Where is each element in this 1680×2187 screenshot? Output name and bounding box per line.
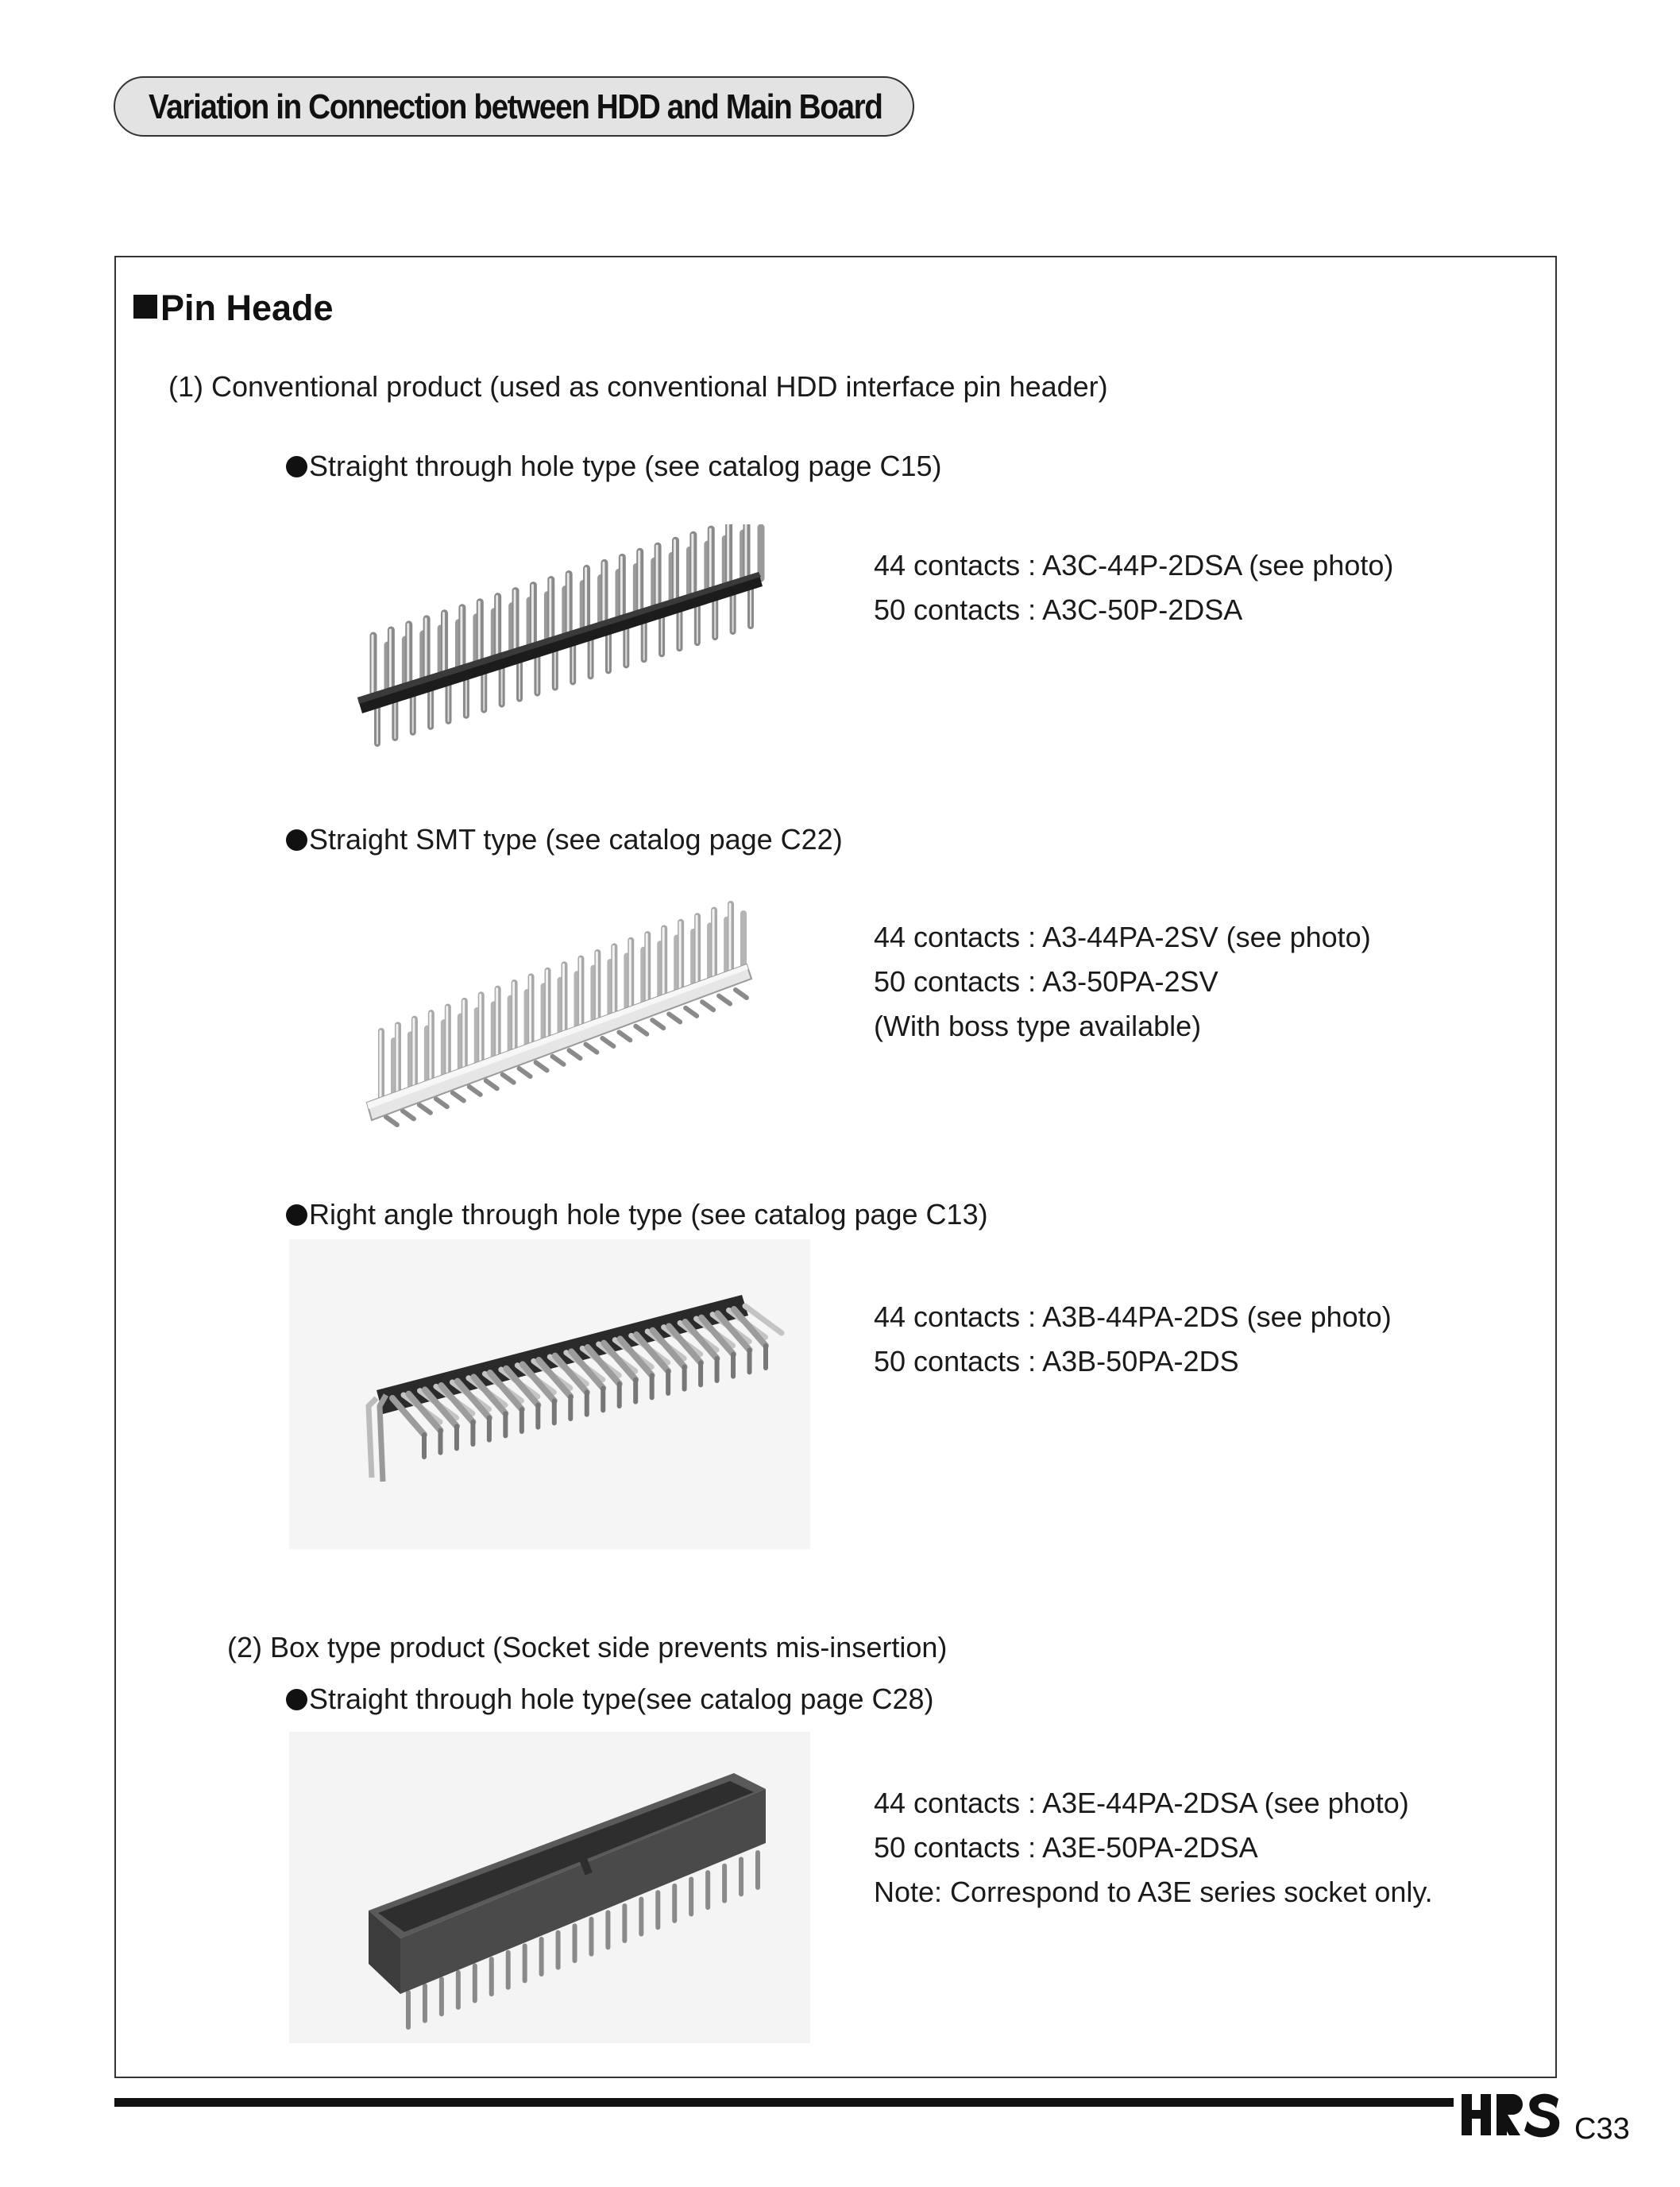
spec-line: 44 contacts : A3B-44PA-2DS (see photo)	[874, 1300, 1392, 1333]
hrs-logo	[1458, 2088, 1562, 2149]
product-specs	[874, 543, 1393, 632]
product-type-label: Straight SMT type (see catalog page C22)	[286, 823, 843, 856]
circle-bullet-icon	[286, 1204, 307, 1226]
spec-line: 44 contacts : A3C-44P-2DSA (see photo)	[874, 549, 1394, 582]
product-photo-a3e	[289, 1732, 810, 2043]
spec-line: (With boss type available)	[874, 1010, 1202, 1042]
group-label-box-type: (2) Box type product (Socket side prevents mis-insertion)	[227, 1631, 948, 1663]
spec-line: 50 contacts : A3C-50P-2DSA	[874, 593, 1243, 626]
square-bullet-icon	[133, 295, 157, 319]
section-heading: Pin Heade	[133, 288, 334, 329]
spec-line: 44 contacts : A3E-44PA-2DSA (see photo)	[874, 1787, 1409, 1819]
circle-bullet-icon	[286, 1689, 307, 1710]
product-type-label: Straight through hole type (see catalog page C15)	[286, 450, 942, 483]
spec-line: 50 contacts : A3B-50PA-2DS	[874, 1345, 1239, 1378]
group-label-conventional: (1) Conventional product (used as conventional HDD interface pin header)	[168, 370, 1108, 403]
product-type-label: Straight through hole type(see catalog page C28)	[286, 1683, 934, 1716]
product-photo-a3c	[334, 524, 810, 779]
circle-bullet-icon	[286, 456, 307, 477]
spec-line: Note: Correspond to A3E series socket only.	[874, 1876, 1433, 1908]
product-photo-a3	[350, 890, 778, 1160]
product-specs	[874, 1781, 1433, 1915]
spec-line: 50 contacts : A3E-50PA-2DSA	[874, 1831, 1258, 1864]
product-photo-a3b	[289, 1239, 810, 1549]
product-specs	[874, 1295, 1392, 1384]
page-title-banner	[114, 76, 914, 137]
spec-line: 44 contacts : A3-44PA-2SV (see photo)	[874, 921, 1371, 953]
page-number: C33	[1574, 2112, 1630, 2146]
product-type-label: Right angle through hole type (see catalog page C13)	[286, 1198, 988, 1231]
product-specs	[874, 915, 1371, 1049]
footer-rule	[114, 2098, 1454, 2107]
spec-line: 50 contacts : A3-50PA-2SV	[874, 965, 1218, 998]
page-title: Variation in Connection between HDD and Main Board	[149, 87, 882, 126]
circle-bullet-icon	[286, 829, 307, 851]
